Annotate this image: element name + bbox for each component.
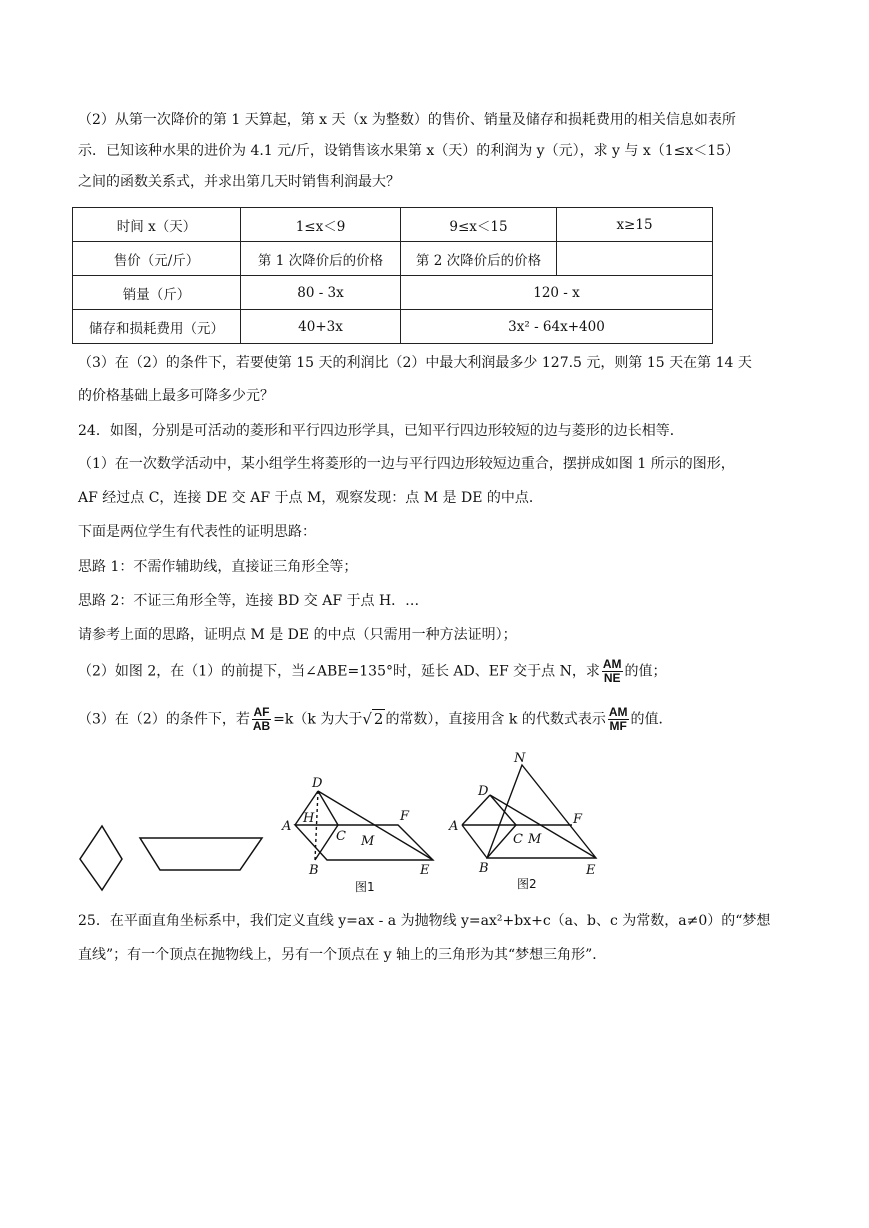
fig1-label-b: B bbox=[309, 863, 319, 878]
table-cell: x≥15 bbox=[557, 208, 713, 242]
table-cell: 第 1 次降价后的价格 bbox=[241, 242, 401, 276]
table-cell: 80 - 3x bbox=[241, 276, 401, 310]
fraction-numerator: AF bbox=[253, 705, 270, 719]
fig1-label-d: D bbox=[312, 776, 323, 791]
rhombus-figure bbox=[80, 826, 122, 890]
table-cell: 储存和损耗费用（元） bbox=[73, 310, 241, 344]
fig1-label-h: H bbox=[303, 811, 315, 826]
fig2-ab bbox=[462, 825, 487, 858]
q25-line2: 直线”；有一个顶点在抛物线上，另有一个顶点在 y 轴上的三角形为其“梦想三角形”． bbox=[78, 947, 607, 963]
q24-intro: 24．如图，分别是可活动的菱形和平行四边形学具，已知平行四边形较短的边与菱形的边长相等． bbox=[78, 423, 684, 439]
table-cell: 1≤x＜9 bbox=[241, 208, 401, 242]
fig1-label-m: M bbox=[361, 834, 375, 849]
fraction-denominator: MF bbox=[609, 719, 627, 733]
q24-part3-mid1: =k（k 为大于 bbox=[273, 711, 363, 728]
fraction-denominator: NE bbox=[603, 671, 621, 685]
q23-part2-line1: （2）从第一次降价的第 1 天算起，第 x 天（x 为整数）的售价、销量及储存和损耗费用的相关信息如表所 bbox=[78, 112, 736, 128]
fig1-label-e: E bbox=[420, 863, 430, 878]
fig1-dc bbox=[318, 791, 338, 825]
table-cell: 销量（斤） bbox=[73, 276, 241, 310]
q23-part3-line2: 的价格基础上最多可降多少元？ bbox=[78, 388, 274, 404]
q24-part3-text: （3）在（2）的条件下，若 bbox=[78, 711, 250, 728]
fig2-caption: 图2 bbox=[517, 877, 537, 891]
fig1-label-f: F bbox=[400, 809, 410, 824]
fig1-caption: 图1 bbox=[355, 880, 375, 894]
parallelogram-figure bbox=[140, 838, 262, 870]
q24-part1-line1: （1）在一次数学活动中，某小组学生将菱形的一边与平行四边形较短边重合，摆拼成如图 1 所示的图形， bbox=[78, 456, 735, 472]
fig2-label-f: F bbox=[573, 812, 583, 827]
fig1-cb bbox=[315, 825, 338, 860]
q24-part2-end: 的值； bbox=[624, 663, 667, 680]
q24-part2-text: （2）如图 2，在（1）的前提下，当∠ABE=135°时，延长 AD、EF 交于点 N，求 bbox=[78, 663, 600, 680]
sqrt-radicand: 2 bbox=[373, 709, 384, 728]
q24-part1-line2: AF 经过点 C，连接 DE 交 AF 于点 M，观察发现：点 M 是 DE 的中点． bbox=[78, 490, 543, 506]
figure-1 bbox=[295, 791, 433, 860]
fig2-label-m: M bbox=[528, 832, 542, 847]
fig2-label-a: A bbox=[449, 819, 459, 834]
q24-idea2: 思路 2：不证三角形全等，连接 BD 交 AF 于点 H．… bbox=[78, 593, 420, 609]
q24-part3-end: 的值． bbox=[630, 711, 673, 728]
fig2-ad bbox=[462, 795, 490, 825]
fig2-dc bbox=[490, 795, 516, 825]
q24-part1-line4: 请参考上面的思路，证明点 M 是 DE 的中点（只需用一种方法证明）； bbox=[78, 627, 517, 643]
fig2-label-c: C bbox=[513, 832, 523, 847]
fig2-label-d: D bbox=[478, 784, 489, 799]
fig2-label-b: B bbox=[479, 861, 489, 876]
fig2-cb bbox=[487, 825, 516, 858]
q23-part2-line2: 示．已知该种水果的进价为 4.1 元/斤，设销售该水果第 x（天）的利润为 y（元），求 y 与 x（1≤x＜15） bbox=[78, 143, 740, 159]
fraction-numerator: AM bbox=[608, 705, 628, 719]
q23-part2-line3: 之间的函数关系式，并求出第几天时销售利润最大？ bbox=[78, 174, 400, 190]
fraction-numerator: AM bbox=[602, 657, 622, 671]
fig1-label-a: A bbox=[282, 819, 292, 834]
q24-part3-mid2: 的常数），直接用含 k 的代数式表示 bbox=[385, 711, 606, 728]
table-cell: 时间 x（天） bbox=[73, 208, 241, 242]
q23-part3-line1: （3）在（2）的条件下，若要使第 15 天的利润比（2）中最大利润最多少 127.5 元，则第 15 天在第 14 天 bbox=[78, 355, 752, 371]
table-cell: 9≤x＜15 bbox=[401, 208, 557, 242]
fig1-label-c: C bbox=[336, 829, 346, 844]
table-cell: 3x² - 64x+400 bbox=[401, 310, 713, 344]
q24-idea1: 思路 1：不需作辅助线，直接证三角形全等； bbox=[78, 559, 358, 575]
table-cell: 售价（元/斤） bbox=[73, 242, 241, 276]
table-cell: 第 2 次降价后的价格 bbox=[401, 242, 557, 276]
fig2-label-e: E bbox=[586, 863, 596, 878]
sqrt-symbol: √ 2 bbox=[362, 709, 384, 728]
fig2-label-n: N bbox=[514, 751, 526, 766]
q24-part1-line3: 下面是两位学生有代表性的证明思路： bbox=[78, 524, 316, 540]
table-cell: 40+3x bbox=[241, 310, 401, 344]
q25-line1: 25．在平面直角坐标系中，我们定义直线 y=ax - a 为抛物线 y=ax²+bx+c（a、b、c 为常数，a≠0）的“梦想 bbox=[78, 913, 771, 929]
fraction-denominator: AB bbox=[252, 719, 271, 733]
table-cell: 120 - x bbox=[401, 276, 713, 310]
